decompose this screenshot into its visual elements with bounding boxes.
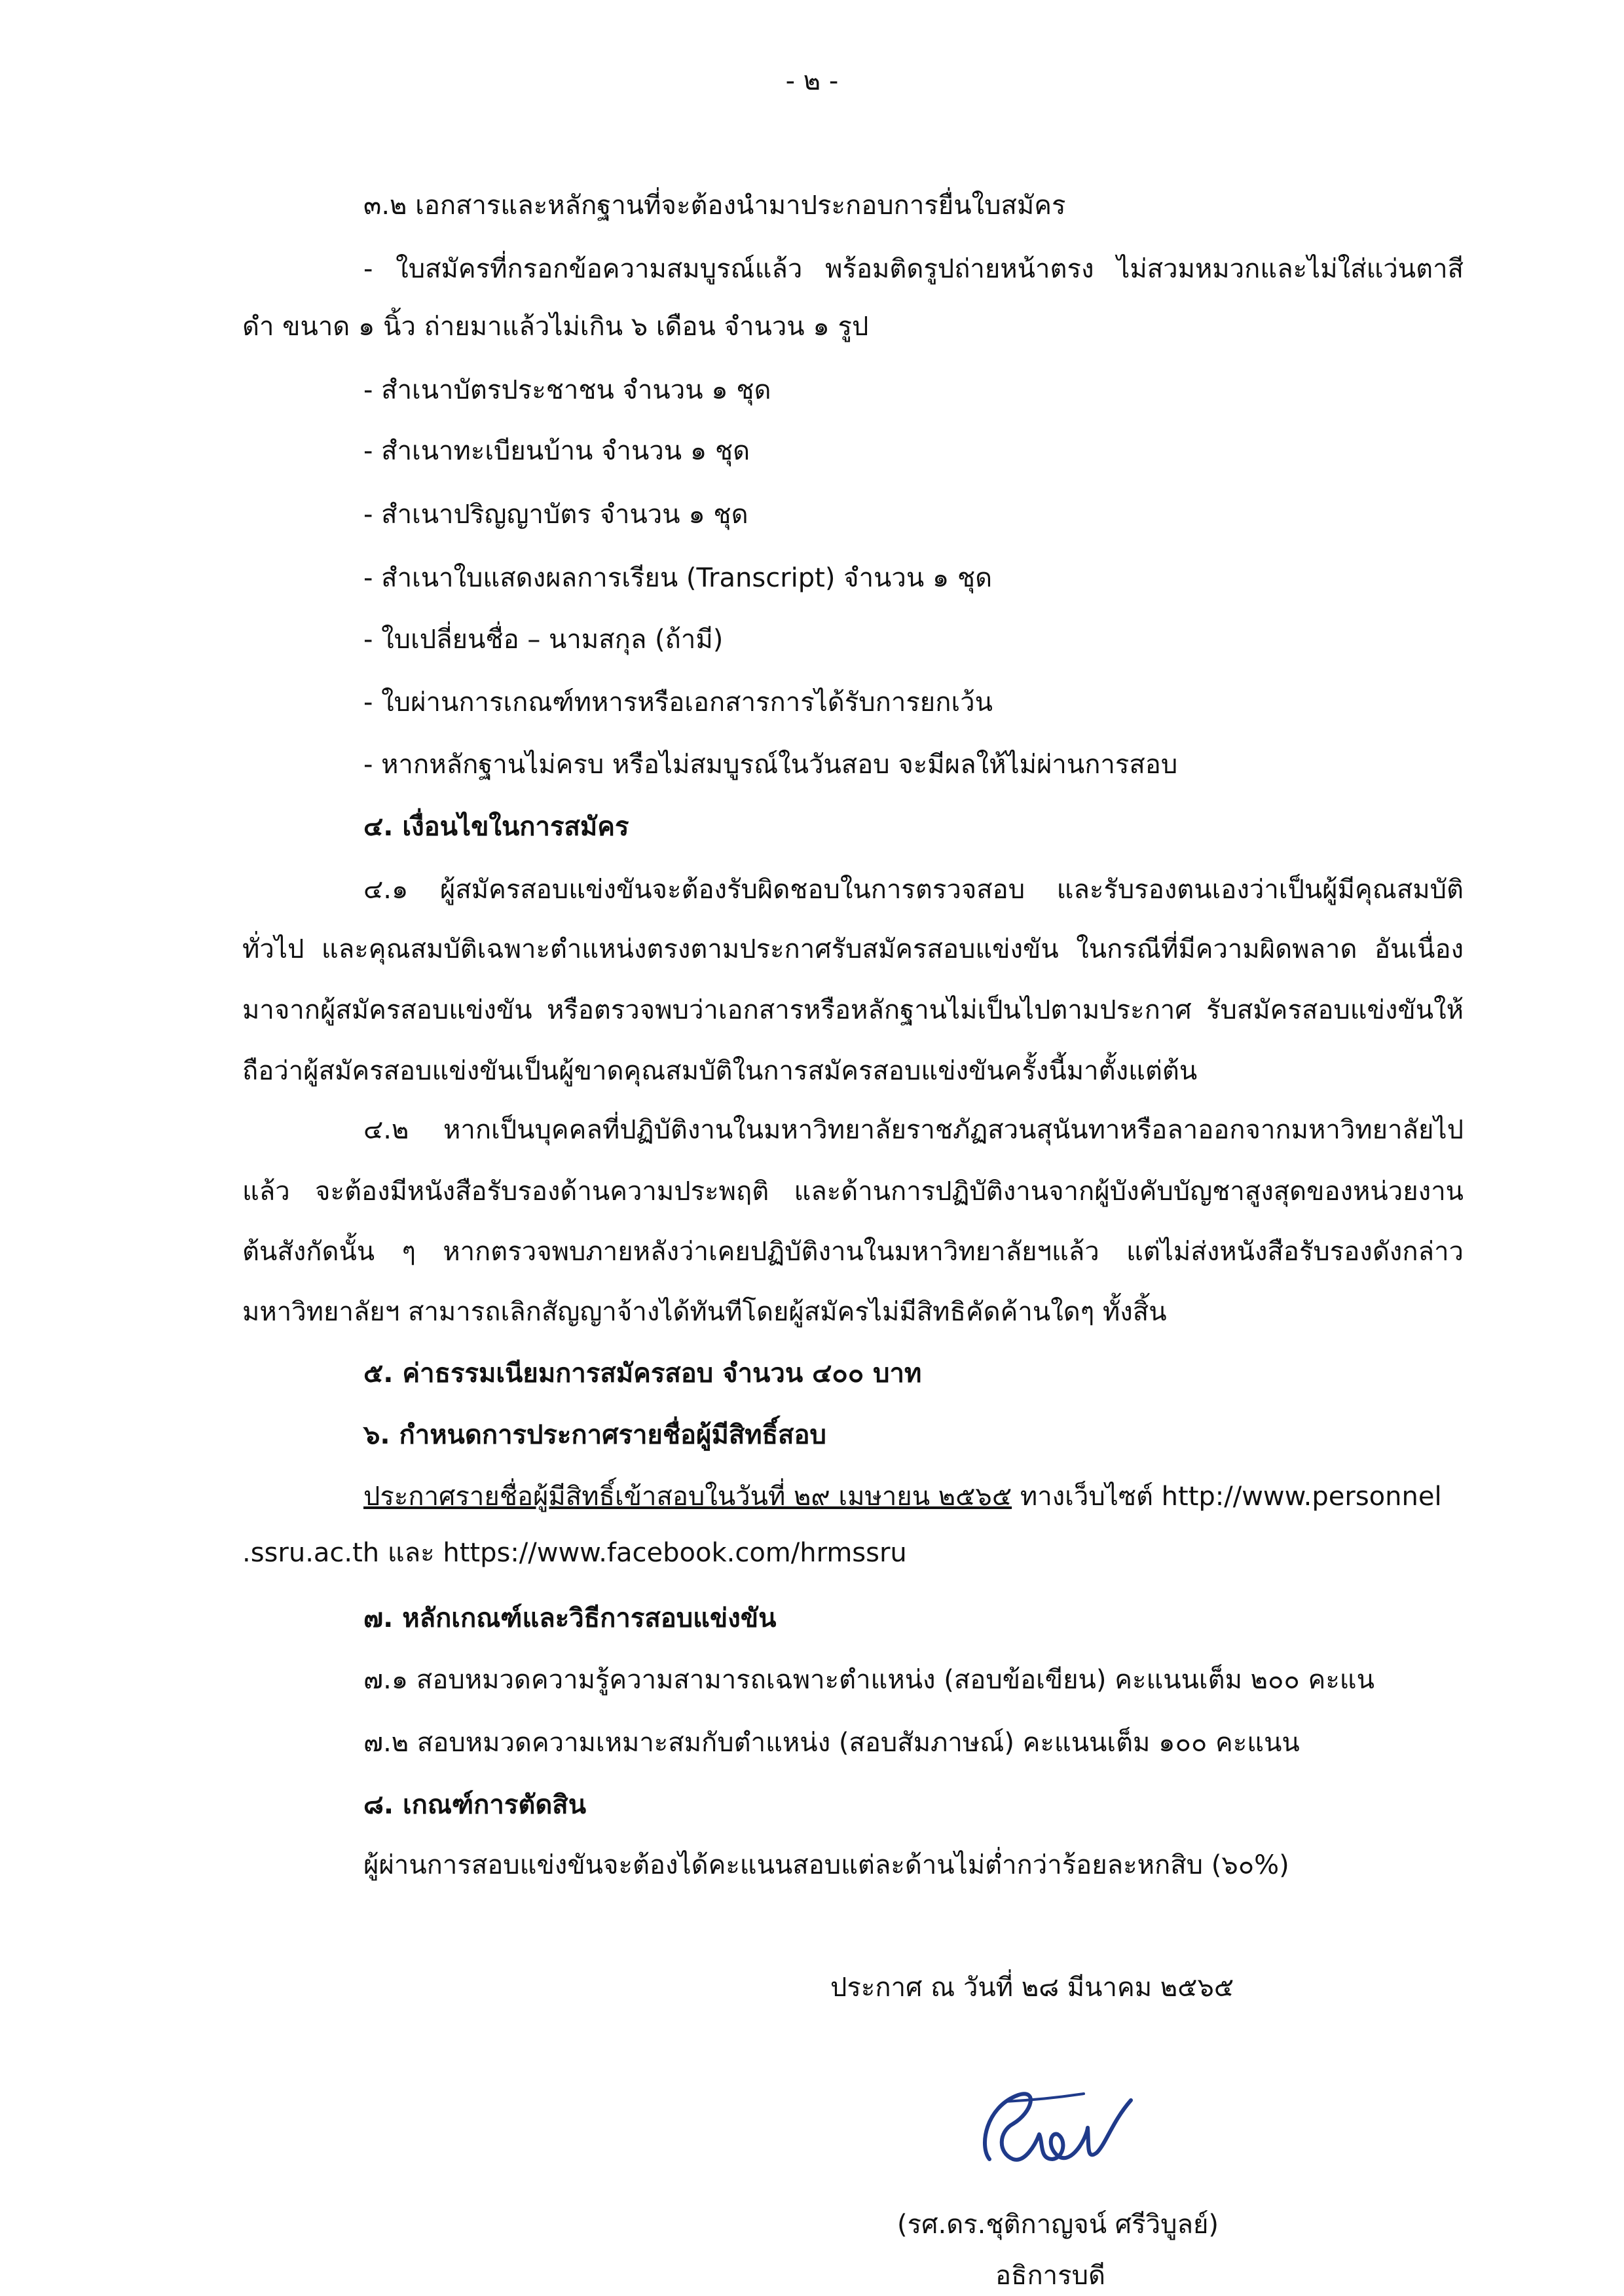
announcement-date-underlined: ประกาศรายชื่อผู้มีสิทธิ์เข้าสอบในวันที่ ๒๙ เมษายน ๒๕๖๕	[363, 1482, 1012, 1512]
paragraph-line: มาจากผู้สมัครสอบแข่งขัน หรือตรวจพบว่าเอกสารหรือหลักฐานไม่เป็นไปตามประกาศ รับสมัครสอบแข่งขันให้	[242, 995, 1464, 1025]
list-item: - ใบผ่านการเกณฑ์ทหารหรือเอกสารการได้รับการยกเว้น	[363, 687, 993, 718]
paragraph-line: ๔.๑ ผู้สมัครสอบแข่งขันจะต้องรับผิดชอบในการตรวจสอบ และรับรองตนเองว่าเป็นผู้มีคุณสมบัติ	[363, 875, 1464, 905]
list-item: - ใบสมัครที่กรอกข้อความสมบูรณ์แล้ว พร้อมติดรูปถ่ายหน้าตรง ไม่สวมหมวกและไม่ใส่แว่นตาสี	[363, 254, 1464, 284]
list-item: - สำเนาบัตรประชาชน จำนวน ๑ ชุด	[363, 375, 771, 405]
announcement-date: ประกาศ ณ วันที่ ๒๘ มีนาคม ๒๕๖๕	[830, 1973, 1234, 2003]
signer-title: อธิการบดี	[995, 2261, 1105, 2291]
announcement-line	[363, 1480, 1442, 1514]
section-7-item: ๗.๑ สอบหมวดความรู้ความสามารถเฉพาะตำแหน่ง (สอบข้อเขียน) คะแนนเต็ม ๒๐๐ คะแน	[363, 1665, 1375, 1695]
list-item: - สำเนาทะเบียนบ้าน จำนวน ๑ ชุด	[363, 436, 750, 466]
list-item: - สำเนาปริญญาบัตร จำนวน ๑ ชุด	[363, 500, 748, 530]
list-item: - สำเนาใบแสดงผลการเรียน (Transcript) จำนวน ๑ ชุด	[363, 563, 993, 593]
list-item: - ใบเปลี่ยนชื่อ – นามสกุล (ถ้ามี)	[363, 625, 724, 655]
section-6-heading: ๖. กำหนดการประกาศรายชื่อผู้มีสิทธิ์สอบ	[363, 1420, 826, 1450]
paragraph-line: ๔.๒ หากเป็นบุคคลที่ปฏิบัติงานในมหาวิทยาลัยราชภัฏสวนสุนันทาหรือลาออกจากมหาวิทยาลัยไป	[363, 1115, 1464, 1145]
paragraph-line: ทั่วไป และคุณสมบัติเฉพาะตำแหน่งตรงตามประกาศรับสมัครสอบแข่งขัน ในกรณีที่มีความผิดพลาด อันเนื่อง	[242, 934, 1464, 964]
signer-name: (รศ.ดร.ชุติกาญจน์ ศรีวิบูลย์)	[897, 2210, 1219, 2240]
section-7-heading: ๗. หลักเกณฑ์และวิธีการสอบแข่งขัน	[363, 1603, 777, 1633]
signature	[959, 2061, 1156, 2195]
section-8-text: ผู้ผ่านการสอบแข่งขันจะต้องได้คะแนนสอบแต่ละด้านไม่ต่ำกว่าร้อยละหกสิบ (๖๐%)	[363, 1850, 1289, 1880]
website-text: ทางเว็บไซต์ http://www.personnel	[1012, 1482, 1442, 1512]
section-5-heading: ๕. ค่าธรรมเนียมการสมัครสอบ จำนวน ๔๐๐ บาท	[363, 1358, 922, 1389]
page-number: - ๒ -	[785, 66, 839, 96]
section-7-item: ๗.๒ สอบหมวดความเหมาะสมกับตำแหน่ง (สอบสัมภาษณ์) คะแนนเต็ม ๑๐๐ คะแนน	[363, 1728, 1300, 1758]
paragraph-line: ต้นสังกัดนั้น ๆ หากตรวจพบภายหลังว่าเคยปฏิบัติงานในมหาวิทยาลัยฯแล้ว แต่ไม่ส่งหนังสือรับรองดังกล่าว	[242, 1237, 1464, 1267]
list-item: - หากหลักฐานไม่ครบ หรือไม่สมบูรณ์ในวันสอบ จะมีผลให้ไม่ผ่านการสอบ	[363, 750, 1178, 780]
signature-image	[959, 2061, 1156, 2192]
section-4-heading: ๔. เงื่อนไขในการสมัคร	[363, 812, 629, 842]
list-item-continuation: ดำ ขนาด ๑ นิ้ว ถ่ายมาแล้วไม่เกิน ๖ เดือน จำนวน ๑ รูป	[242, 312, 869, 342]
paragraph-line: ถือว่าผู้สมัครสอบแข่งขันเป็นผู้ขาดคุณสมบัติในการสมัครสอบแข่งขันครั้งนี้มาตั้งแต่ต้น	[242, 1056, 1198, 1086]
paragraph-line: แล้ว จะต้องมีหนังสือรับรองด้านความประพฤติ และด้านการปฏิบัติงานจากผู้บังคับบัญชาสูงสุดของหน่วยงาน	[242, 1176, 1464, 1207]
paragraph-line: มหาวิทยาลัยฯ สามารถเลิกสัญญาจ้างได้ทันทีโดยผู้สมัครไม่มีสิทธิคัดค้านใดๆ ทั้งสิ้น	[242, 1297, 1167, 1327]
website-links: .ssru.ac.th และ https://www.facebook.com/hrmssru	[242, 1538, 907, 1568]
section-8-heading: ๘. เกณฑ์การตัดสิน	[363, 1790, 587, 1820]
section-3-2-heading: ๓.๒ เอกสารและหลักฐานที่จะต้องนำมาประกอบการยื่นใบสมัคร	[363, 191, 1066, 221]
